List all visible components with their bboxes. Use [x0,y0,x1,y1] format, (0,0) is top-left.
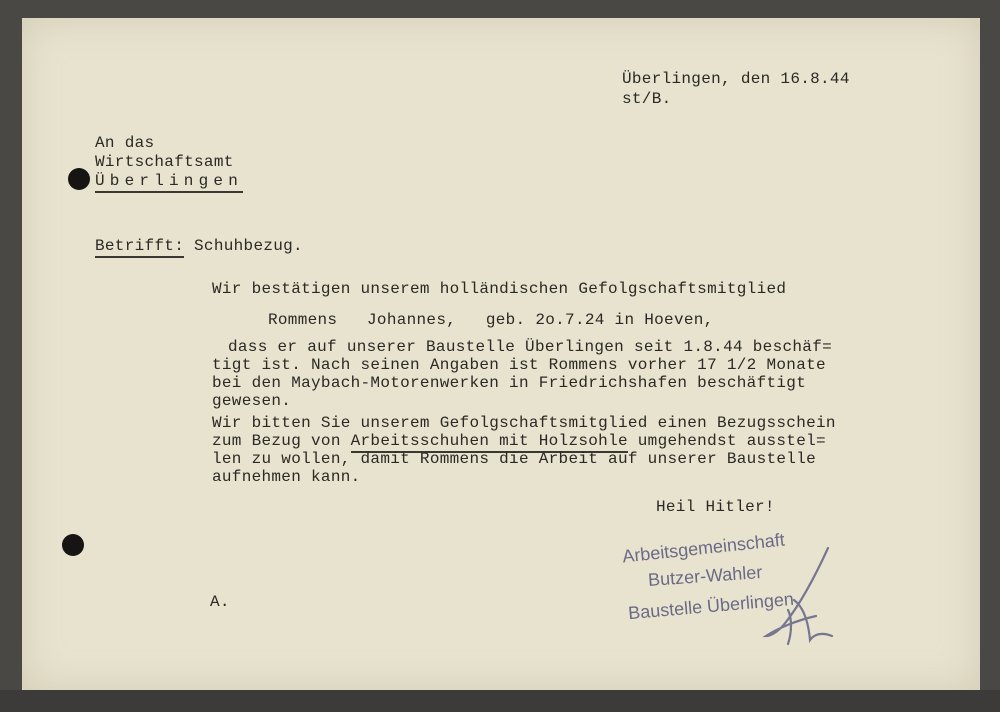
footer-mark: A. [210,593,230,611]
body-line-8-start: zum Bezug von [212,432,351,450]
subject-label: Betrifft: [95,237,184,258]
stamp-line-3: Baustelle Überlingen [627,588,795,624]
recipient-city: Überlingen [95,172,243,193]
scan-border [0,690,1000,712]
date-line: Überlingen, den 16.8.44 [622,70,850,88]
body-line-8 [212,432,826,450]
body-name-line: Rommens Johannes, geb. 2o.7.24 in Hoeven, [268,311,714,329]
subject-text: Schuhbezug. [194,237,303,255]
body-line-8-underlined: Arbeitsschuhen mit Holzsohle [351,432,628,453]
recipient-line-1: An das [95,134,155,152]
body-line-5: bei den Maybach-Motorenwerken in Friedrichshafen beschäftigt [212,374,807,392]
punch-hole-top [68,168,90,190]
body-line-8-end: umgehendst ausstel= [627,432,826,450]
body-line-4: tigt ist. Nach seinen Angaben ist Rommens vorher 17 1/2 Monate [212,356,826,374]
stamp-line-1: Arbeitsgemeinschaft [621,529,786,567]
closing: Heil Hitler! [656,498,775,516]
subject [95,237,303,255]
body-line-9: len zu wollen, damit Rommens die Arbeit auf unserer Baustelle [212,450,816,468]
punch-hole-bottom [62,534,84,556]
stamp-line-2: Butzer-Wahler [647,562,763,590]
body-line-10: aufnehmen kann. [212,468,361,486]
body-line-6: gewesen. [212,392,292,410]
body-line-7: Wir bitten Sie unserem Gefolgschaftsmitglied einen Bezugsschein [212,414,836,432]
body-line-1: Wir bestätigen unserem holländischen Gefolgschaftsmitglied [212,280,787,298]
body-line-3: dass er auf unserer Baustelle Überlingen seit 1.8.44 beschäf= [228,338,832,356]
reference-line: st/B. [622,90,672,108]
recipient-line-2: Wirtschaftsamt [95,153,234,171]
handwritten-signature [758,540,848,650]
